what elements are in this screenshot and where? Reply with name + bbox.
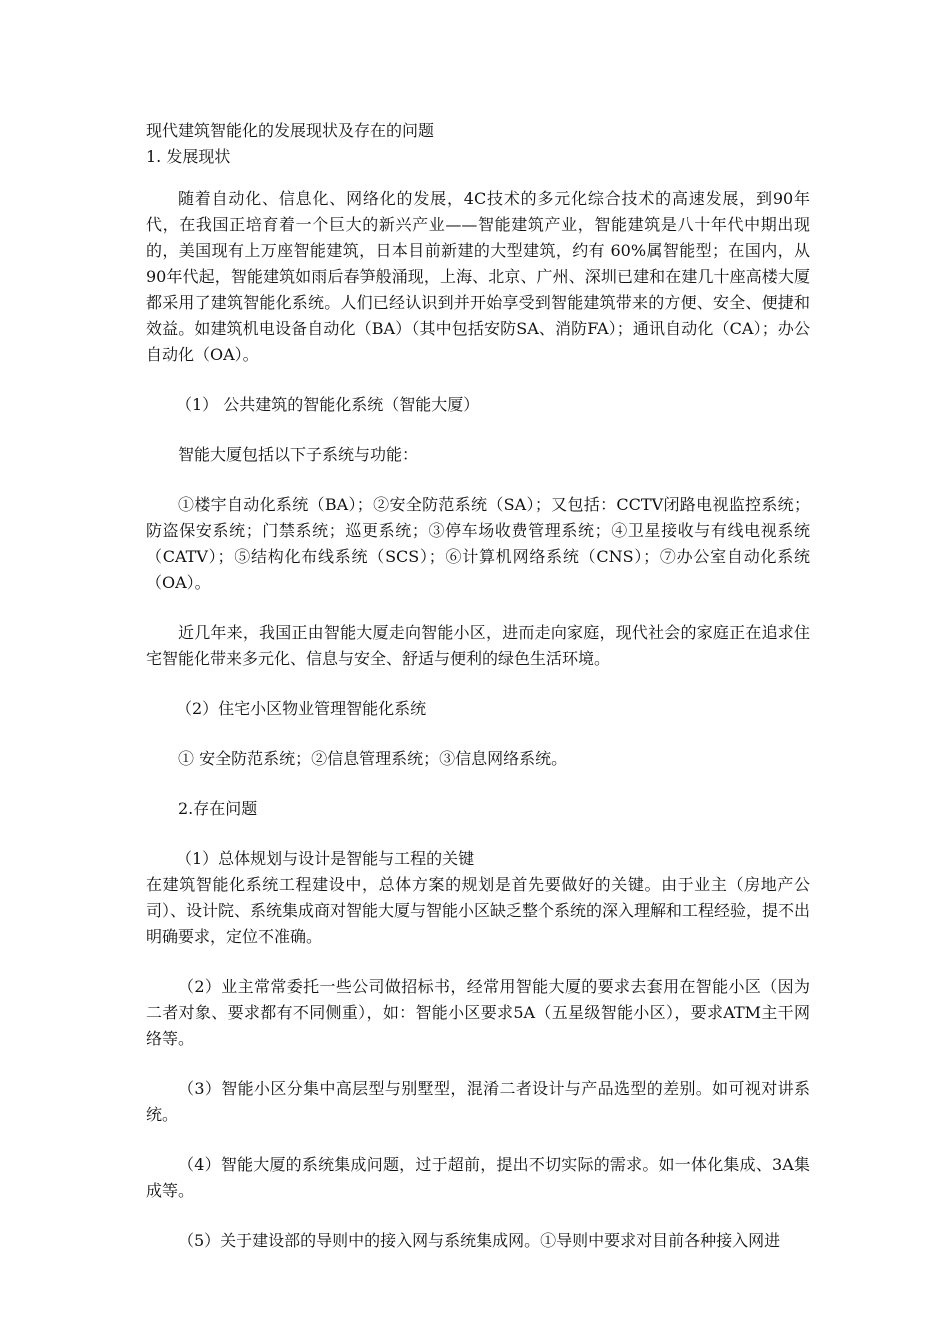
paragraph-trend: 近几年来，我国正由智能大厦走向智能小区，进而走向家庭，现代社会的家庭正在追求住宅智能化带来多元化、信息与安全、舒适与便利的绿色生活环境。 bbox=[146, 623, 810, 668]
paragraph-intro: 随着自动化、信息化、网络化的发展，4C技术的多元化综合技术的高速发展，到90年代，在我国正培育着一个巨大的新兴产业——智能建筑产业，智能建筑是八十年代中期出现的，美国现有上万座智能建筑，日本目前新建的大型建筑，约有 60%属智能型；在国内，从90年代起，智能建筑如雨后春笋般涌现，上海、北京、广州、深圳已建和在建几十座高楼大厦都采用了建筑智能化系统。人们已经认识到并开始享受到智能建筑带来的方便、安全、便捷和效益。如建筑机电设备自动化（BA）（其中包括安防SA、消防FA）；通讯自动化（CA）；办公自动化（OA）。 bbox=[146, 189, 810, 364]
problem-1-text: 在建筑智能化系统工程建设中，总体方案的规划是首先要做好的关键。由于业主（房地产公司）、设计院、系统集成商对智能大厦与智能小区缺乏整个系统的深入理解和工程经验，提不出明确要求，定位不准确。 bbox=[146, 875, 811, 946]
problem-4-text: （4）智能大厦的系统集成问题，过于超前，提出不切实际的需求。如一体化集成、3A集成等。 bbox=[146, 1155, 810, 1200]
paragraph-subsystems-intro: 智能大厦包括以下子系统与功能： bbox=[178, 445, 419, 464]
problem-2-text: （2）业主常常委托一些公司做招标书，经常用智能大厦的要求去套用在智能小区（因为二者对象、要求都有不同侧重），如：智能小区要求5A（五星级智能小区），要求ATM主干网络等。 bbox=[146, 977, 810, 1048]
subsection-heading-public-buildings: （1） 公共建筑的智能化系统（智能大厦） bbox=[176, 395, 480, 414]
problem-3-text: （3）智能小区分集中高层型与别墅型，混淆二者设计与产品选型的差别。如可视对讲系统。 bbox=[146, 1079, 810, 1124]
section-heading-development: 1. 发展现状 bbox=[146, 147, 231, 166]
document-body bbox=[146, 118, 810, 1254]
paragraph-subsystems-list: ①楼宇自动化系统（BA）；②安全防范系统（SA）；又包括：CCTV闭路电视监控系统；防盗保安系统；门禁系统；巡更系统；③停车场收费管理系统；④卫星接收与有线电视系统（CATV）；⑤结构化布线系统（SCS）；⑥计算机网络系统（CNS）；⑦办公室自动化系统（OA）。 bbox=[146, 495, 810, 592]
problem-1-heading: （1）总体规划与设计是智能与工程的关键 bbox=[176, 849, 475, 868]
document-title: 现代建筑智能化的发展现状及存在的问题 bbox=[146, 121, 435, 140]
problem-5-text: （5）关于建设部的导则中的接入网与系统集成网。①导则中要求对目前各种接入网进 bbox=[178, 1231, 781, 1250]
paragraph-residential-systems: ① 安全防范系统；②信息管理系统；③信息网络系统。 bbox=[178, 749, 568, 768]
section-heading-problems: 2.存在问题 bbox=[178, 799, 258, 818]
subsection-heading-residential: （2）住宅小区物业管理智能化系统 bbox=[176, 699, 427, 718]
